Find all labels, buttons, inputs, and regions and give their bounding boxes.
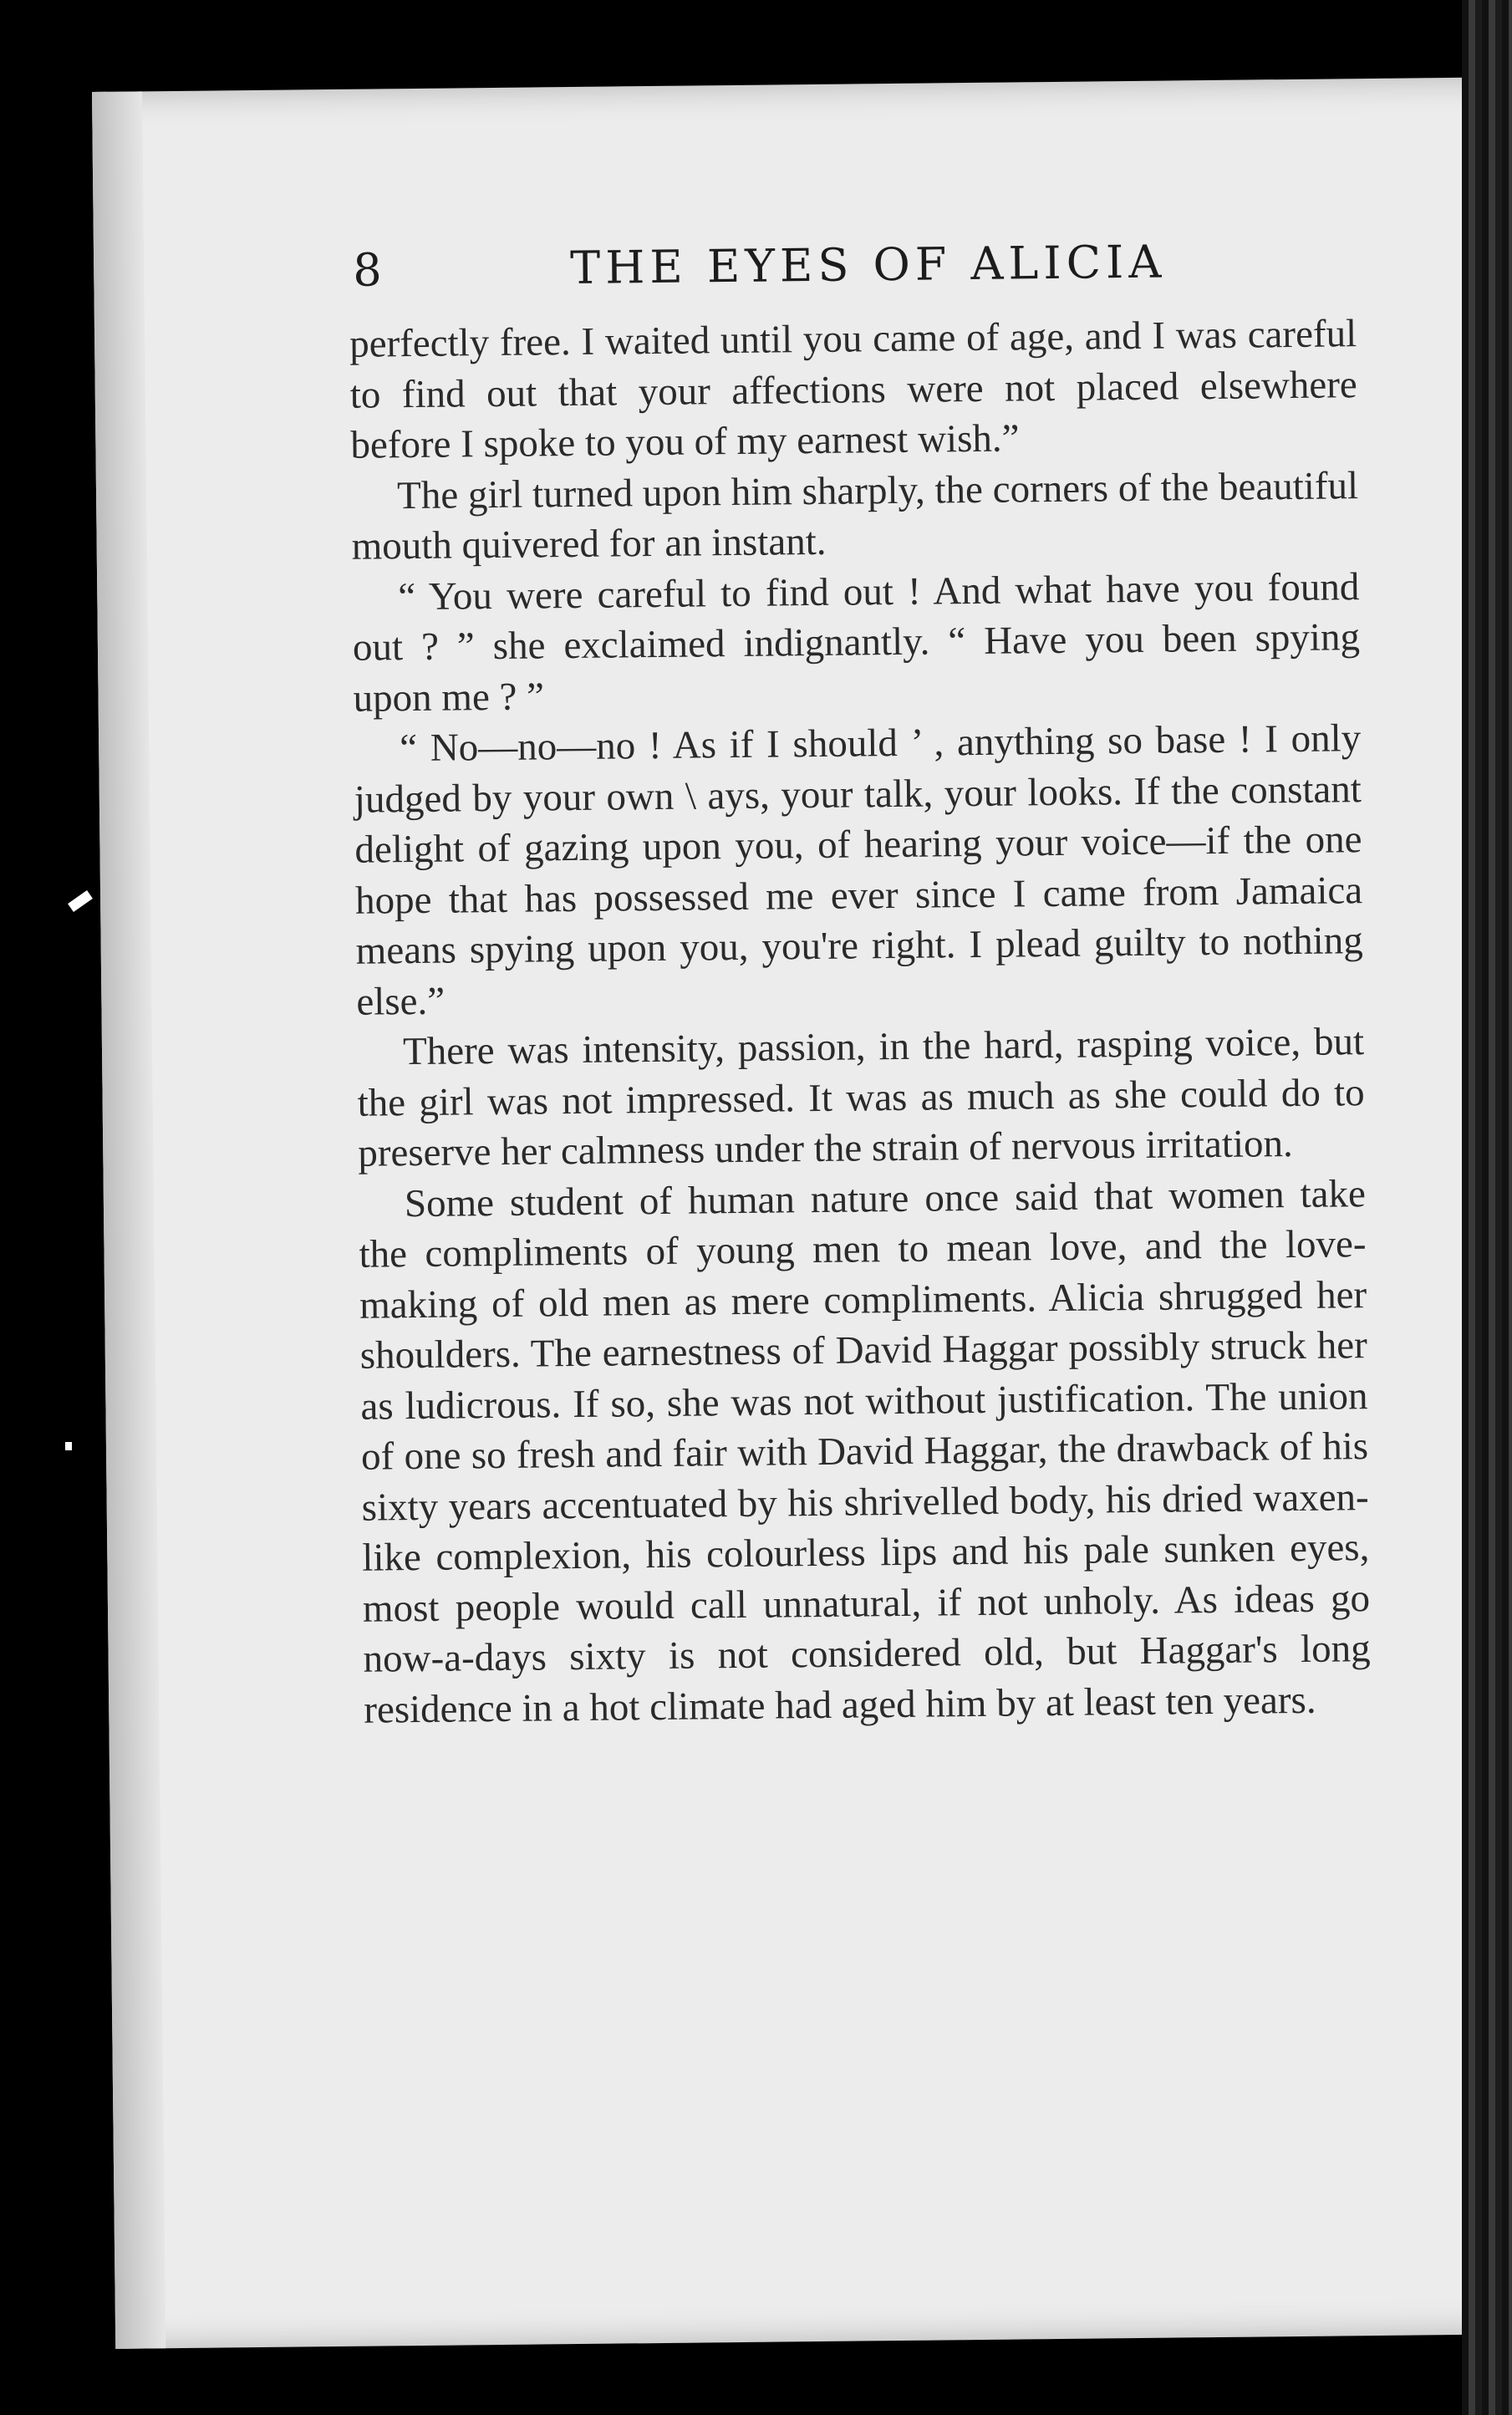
paragraph: Some student of human nature once said that women take the compliments of young men to mean love, and the love-making of old men as mere compliments. Alicia shrugged her shoulders. The earnestness of David Haggar possibly struck her as ludicrous. If so, she was not without justification. The union of one so fresh and fair with David Haggar, the drawback of his sixty years accentuated by his shrivelled body, his dried waxen-like complexion, his colourless lips and his pale sunken eyes, most people would call unnatural, if not unholy. As ideas go now-a-days sixty is not considered old, but Haggar's long residence in a hot climate had aged him by at least ten years. <box>359 1171 1371 1732</box>
paragraph: perfectly free. I waited until you came of age, and I was careful to find out that your affections were not placed elsewhere before I spoke to you of my earnest wish.” <box>349 312 1358 467</box>
page-gutter-shadow <box>92 91 165 2348</box>
body-text <box>349 308 1372 1735</box>
paragraph: “ You were careful to find out ! And what have you found out ? ” she exclaimed indignantly. “ Have you been spying upon me ? ” <box>352 564 1361 721</box>
scan-speck <box>68 890 93 912</box>
book-page <box>92 77 1512 2349</box>
scanner-edge-stripe <box>1462 0 1512 2415</box>
page-number: 8 <box>352 243 384 297</box>
paragraph: “ No—no—no ! As if I should ’ , anything so base ! I only judged by your own \ ays, your talk, your looks. If the constant delight of gazing upon you, of hearing your voice—if the one hope that has possessed me ever since I came from Jamaica means spying upon you, you're right. I plead guilty to nothing else.” <box>354 716 1363 1024</box>
running-title: THE EYES OF ALICIA <box>569 235 1167 295</box>
paragraph: The girl turned upon him sharply, the corners of the beautiful mouth quivered for an instant. <box>351 463 1359 568</box>
paragraph: There was intensity, passion, in the hard, rasping voice, but the girl was not impressed. It was as much as she could do to preserve her calmness under the strain of nervous irritation. <box>357 1020 1365 1175</box>
scan-speck <box>65 1442 72 1450</box>
page-header <box>353 232 1440 311</box>
